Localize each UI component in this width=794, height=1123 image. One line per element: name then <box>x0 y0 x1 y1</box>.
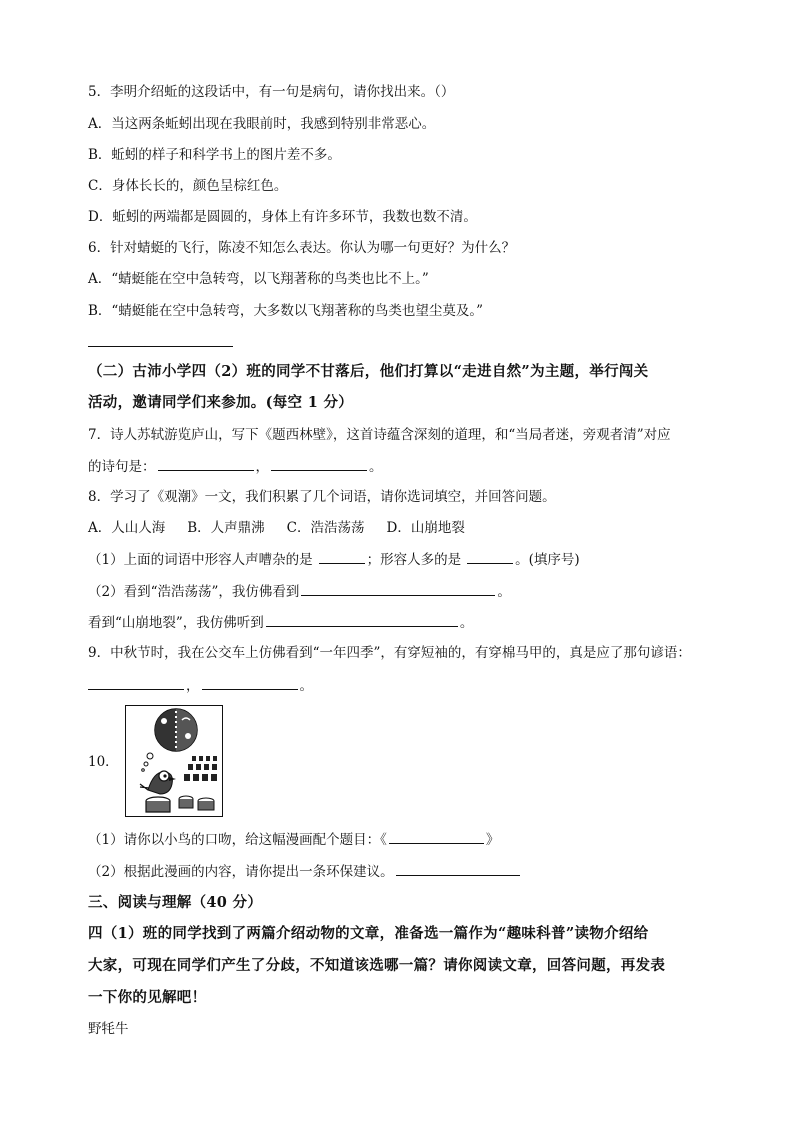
q7-prefix: 的诗句是： <box>88 459 156 475</box>
q10-title-blank[interactable] <box>389 829 484 844</box>
q10-sub2 <box>88 861 522 882</box>
q7-blank-2[interactable] <box>271 456 367 471</box>
q6-option-a: A．“蜻蜓能在空中急转弯，以飞翔著称的鸟类也比不上。” <box>88 271 429 287</box>
q7-blank-1[interactable] <box>158 456 254 471</box>
q10-suggestion-blank[interactable] <box>396 861 520 876</box>
q8-sub3-end: 。 <box>459 615 474 631</box>
q7-end: 。 <box>369 459 383 475</box>
q8-sub1-blank-2[interactable] <box>467 549 513 564</box>
q8-sub3 <box>88 612 473 633</box>
q8-sub2-end: 。 <box>497 584 511 600</box>
q9-answer-line <box>88 675 313 696</box>
environment-cartoon-image <box>125 705 223 817</box>
article-title: 野牦牛 <box>88 1021 129 1037</box>
section3-intro-line1: 四（1）班的同学找到了两篇介绍动物的文章，准备选一篇作为“趣味科普”读物介绍给 <box>88 925 649 942</box>
section2-heading-line2: 活动，邀请同学们来参加。(每空 1 分） <box>88 394 354 411</box>
q10-sub1-end: 》 <box>485 832 500 848</box>
section3-title: 三、阅读与理解（40 分） <box>88 894 263 911</box>
q8-option-b: B．人声鼎沸 <box>187 520 265 536</box>
q5-option-a: A．当这两条蚯蚓出现在我眼前时，我感到特别非常恶心。 <box>88 116 436 132</box>
q8-option-a: A．人山人海 <box>88 520 166 536</box>
q7-comma: ， <box>255 459 269 475</box>
section2-heading-line1: （二）古沛小学四（2）班的同学不甘落后，他们打算以“走进自然”为主题，举行闯关 <box>88 363 649 380</box>
section3-intro-line3: 一下你的见解吧！ <box>88 989 207 1006</box>
q5-stem: 5．李明介绍蚯的这段话中，有一句是病句，请你找出来。（） <box>88 84 455 100</box>
q5-option-b: B．蚯蚓的样子和科学书上的图片差不多。 <box>88 147 341 163</box>
q8-option-d: D．山崩地裂 <box>386 520 465 536</box>
q10-sub1-prefix: （1）请你以小鸟的口吻，给这幅漫画配个题目：《 <box>88 832 387 848</box>
answer-separator-line <box>88 346 233 347</box>
q8-sub1-blank-1[interactable] <box>319 549 365 564</box>
q8-sub2-prefix: （2）看到“浩浩荡荡”，我仿佛看到 <box>88 584 300 600</box>
q8-sub3-blank[interactable] <box>266 612 458 627</box>
q9-comma: ， <box>186 678 200 694</box>
q10-label: 10． <box>88 754 119 770</box>
q7-stem: 7．诗人苏轼游览庐山，写下《题西林壁》，这首诗蕴含深刻的道理，和“当局者迷，旁观者清”对应 <box>88 427 671 443</box>
q5-option-d: D．蚯蚓的两端都是圆圆的，身体上有许多环节，我数也数不清。 <box>88 209 477 225</box>
q8-sub2 <box>88 581 511 602</box>
q8-sub2-blank[interactable] <box>301 581 495 596</box>
q9-blank-1[interactable] <box>88 675 184 690</box>
q5-option-c: C．身体长长的，颜色呈棕红色。 <box>88 178 288 194</box>
q10-sub1 <box>88 829 499 850</box>
q8-sub1-end: 。(填序号) <box>515 552 580 568</box>
q8-sub3-prefix: 看到“山崩地裂”，我仿佛听到 <box>88 615 264 631</box>
q8-options <box>88 518 487 538</box>
q6-option-b: B．“蜻蜓能在空中急转弯，大多数以飞翔著称的鸟类也望尘莫及。” <box>88 303 483 319</box>
q9-stem: 9．中秋节时，我在公交车上仿佛看到“一年四季”，有穿短袖的，有穿棉马甲的，真是应了那句谚语： <box>88 645 691 661</box>
q8-sub1-prefix: （1）上面的词语中形容人声嘈杂的是 <box>88 552 313 568</box>
q7-answer-line <box>88 456 383 477</box>
section3-intro-line2: 大家，可现在同学们产生了分歧，不知道该选哪一篇？请你阅读文章，回答问题，再发表 <box>88 957 666 974</box>
q8-sub1-mid: ；形容人多的是 <box>366 552 462 568</box>
q8-stem: 8．学习了《观潮》一文，我们积累了几个词语，请你选词填空，并回答问题。 <box>88 489 556 505</box>
q8-sub1 <box>88 549 580 570</box>
q9-blank-2[interactable] <box>202 675 298 690</box>
q8-option-c: C．浩浩荡荡 <box>286 520 365 536</box>
cartoon-drawing <box>126 706 221 815</box>
q10-sub2-text: （2）根据此漫画的内容，请你提出一条环保建议。 <box>88 864 394 880</box>
q6-stem: 6．针对蜻蜓的飞行，陈凌不知怎么表达。你认为哪一句更好？为什么？ <box>88 240 516 256</box>
q9-end: 。 <box>299 678 313 694</box>
